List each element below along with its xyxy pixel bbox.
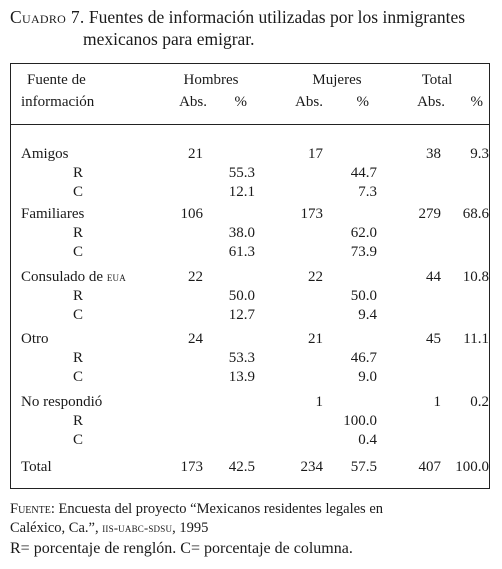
row-r-label: R bbox=[73, 165, 84, 181]
total-hombres-abs: 173 bbox=[180, 459, 203, 475]
row-c-label: C bbox=[73, 369, 84, 385]
row-mujeres-abs: 1 bbox=[315, 394, 323, 410]
row-c-hombres: 12.7 bbox=[228, 307, 255, 323]
row-r-label: R bbox=[73, 288, 84, 304]
source-label: Fuente: bbox=[10, 501, 55, 517]
source-note bbox=[10, 500, 496, 538]
row-total-pct: 68.6 bbox=[462, 206, 489, 222]
row-r-label: R bbox=[73, 225, 84, 241]
row-hombres-abs: 24 bbox=[188, 331, 203, 347]
row-hombres-abs: 22 bbox=[188, 269, 203, 285]
row-total-abs: 45 bbox=[426, 331, 441, 347]
row-total-abs: 38 bbox=[426, 146, 441, 162]
row-label: No respondió bbox=[21, 394, 103, 410]
row-total-pct: 11.1 bbox=[463, 331, 489, 347]
row-total-pct: 9.3 bbox=[470, 146, 489, 162]
row-c-mujeres: 0.4 bbox=[358, 432, 377, 448]
row-label: Familiares bbox=[21, 206, 85, 222]
data-table bbox=[10, 63, 490, 489]
source-text-line2b: , 1995 bbox=[172, 520, 209, 536]
row-c-mujeres: 7.3 bbox=[358, 184, 377, 200]
row-hombres-abs: 106 bbox=[180, 206, 203, 222]
total-hombres-pct: 42.5 bbox=[228, 459, 255, 475]
caption-label: Cuadro 7. bbox=[10, 7, 85, 27]
row-c-mujeres: 73.9 bbox=[350, 244, 377, 260]
row-hombres-abs: 21 bbox=[188, 146, 203, 162]
row-total-abs: 279 bbox=[418, 206, 441, 222]
header-separator bbox=[11, 124, 489, 125]
row-r-hombres: 50.0 bbox=[228, 288, 255, 304]
row-label: Otro bbox=[21, 331, 49, 347]
header-pct-1: % bbox=[356, 94, 369, 110]
source-text-line2a: Caléxico, Ca.”, bbox=[10, 520, 99, 536]
total-mujeres-abs: 234 bbox=[300, 459, 323, 475]
total-mujeres-pct: 57.5 bbox=[350, 459, 377, 475]
row-c-label: C bbox=[73, 432, 84, 448]
header-source-line2: información bbox=[21, 94, 95, 110]
row-r-mujeres: 46.7 bbox=[350, 350, 377, 366]
row-c-mujeres: 9.0 bbox=[358, 369, 377, 385]
row-total-pct: 0.2 bbox=[470, 394, 489, 410]
row-c-mujeres: 9.4 bbox=[358, 307, 377, 323]
row-mujeres-abs: 17 bbox=[308, 146, 323, 162]
row-total-abs: 44 bbox=[426, 269, 441, 285]
row-c-label: C bbox=[73, 244, 84, 260]
row-total-pct: 10.8 bbox=[462, 269, 489, 285]
row-c-hombres: 13.9 bbox=[228, 369, 255, 385]
row-r-hombres: 55.3 bbox=[228, 165, 255, 181]
row-r-hombres: 38.0 bbox=[228, 225, 255, 241]
total-label: Total bbox=[21, 459, 52, 475]
row-label: Amigos bbox=[21, 146, 69, 162]
row-r-mujeres: 100.0 bbox=[343, 413, 377, 429]
header-pct-2: % bbox=[470, 94, 483, 110]
source-institutions: iis-uabc-sdsu bbox=[102, 521, 173, 535]
caption-title-line2: mexicanos para emigrar. bbox=[83, 29, 255, 49]
header-group-0: Hombres bbox=[183, 72, 239, 88]
row-mujeres-abs: 21 bbox=[308, 331, 323, 347]
row-r-mujeres: 50.0 bbox=[350, 288, 377, 304]
header-abs-2: Abs. bbox=[417, 94, 445, 110]
row-r-mujeres: 62.0 bbox=[350, 225, 377, 241]
header-group-1: Mujeres bbox=[312, 72, 362, 88]
row-c-hombres: 12.1 bbox=[228, 184, 255, 200]
row-mujeres-abs: 22 bbox=[308, 269, 323, 285]
source-text-line1: Encuesta del proyecto “Mexicanos residentes legales en bbox=[58, 501, 384, 517]
row-r-hombres: 53.3 bbox=[228, 350, 255, 366]
row-c-label: C bbox=[73, 184, 84, 200]
row-mujeres-abs: 173 bbox=[300, 206, 323, 222]
row-total-abs: 1 bbox=[433, 394, 441, 410]
total-total-pct: 100.0 bbox=[455, 459, 489, 475]
total-total-abs: 407 bbox=[418, 459, 441, 475]
caption-title-line1: Fuentes de información utilizadas por los inmigrantes bbox=[88, 7, 466, 27]
header-abs-0: Abs. bbox=[179, 94, 207, 110]
row-r-label: R bbox=[73, 413, 84, 429]
row-r-label: R bbox=[73, 350, 84, 366]
table-caption bbox=[10, 6, 496, 50]
row-r-mujeres: 44.7 bbox=[350, 165, 377, 181]
header-abs-1: Abs. bbox=[295, 94, 323, 110]
row-label-country: eua bbox=[106, 270, 126, 284]
header-source-line1: Fuente de bbox=[27, 72, 86, 88]
header-group-2: Total bbox=[421, 72, 453, 88]
header-pct-0: % bbox=[234, 94, 247, 110]
row-c-label: C bbox=[73, 307, 84, 323]
row-c-hombres: 61.3 bbox=[228, 244, 255, 260]
row-label: Consulado de eua bbox=[21, 269, 126, 285]
legend-note: R= porcentaje de renglón. C= porcentaje de columna. bbox=[10, 540, 353, 557]
